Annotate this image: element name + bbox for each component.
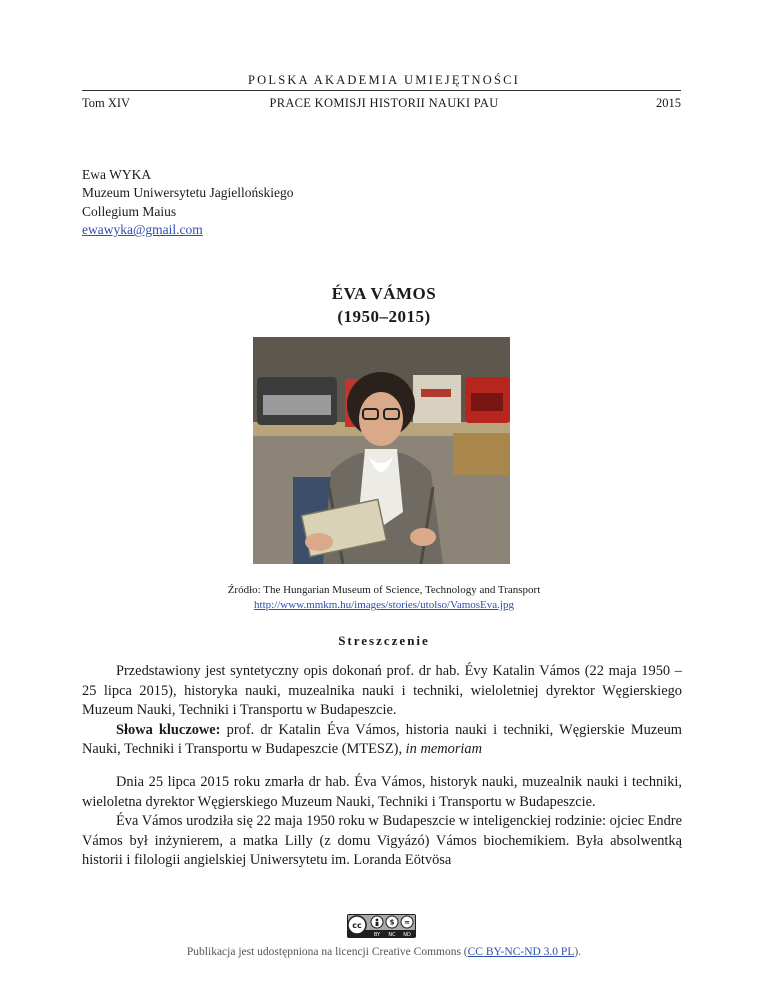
article-title (0, 282, 768, 328)
creative-commons-badge (347, 914, 416, 938)
photo-caption (0, 583, 768, 613)
caption-source: Źródło: The Hungarian Museum of Science, Technology and Transport (227, 584, 541, 596)
portrait-photo (253, 337, 510, 564)
keywords-label: Słowa kluczowe: (116, 721, 221, 738)
author-affiliation: Muzeum Uniwersytetu Jagiellońskiego (82, 185, 294, 201)
title-name: ÉVA VÁMOS (331, 284, 437, 303)
keywords-italic: in memoriam (405, 741, 483, 758)
cc-badge-label: cc (352, 921, 362, 930)
cc-badge-nd: ND (403, 932, 411, 938)
author-block (82, 166, 293, 240)
abstract-section (82, 662, 682, 760)
series-title: PRACE KOMISJI HISTORII NAUKI PAU (269, 96, 499, 110)
author-affiliation-unit: Collegium Maius (82, 203, 177, 219)
cc-badge-by: BY (373, 932, 381, 938)
title-dates: (1950–2015) (337, 307, 431, 326)
cc-badge-nc: NC (388, 932, 396, 938)
license-prefix: Publikacja jest udostępniona na licencji Creative Commons ( (186, 946, 468, 958)
keywords-paragraph (82, 721, 682, 760)
body-paragraph-1: Dnia 25 lipca 2015 roku zmarła dr hab. Éva Vámos, historyk nauki, muzealnik nauki i techniki, wieloletna dyrektor Węgierskiego Muzeum Nauki, Techniki i Transportu w Budapeszcie. (82, 774, 682, 810)
body-text (82, 773, 682, 871)
license-link[interactable]: CC BY-NC-ND 3.0 PL (467, 946, 575, 958)
year-label: 2015 (656, 96, 681, 110)
caption-url-link[interactable]: http://www.mmkm.hu/images/stories/utolso/VamosEva.jpg (254, 599, 514, 611)
volume-label: Tom XIV (82, 96, 131, 110)
abstract-heading: Streszczenie (338, 633, 430, 648)
academy-name: POLSKA AKADEMIA UMIEJĘTNOŚCI (247, 73, 521, 87)
svg-text:=: = (404, 918, 410, 927)
license-footer (0, 946, 768, 958)
header-rule (82, 90, 681, 91)
abstract-text: Przedstawiony jest syntetyczny opis dokonań prof. dr hab. Évy Katalin Vámos (22 maja 1950 – 25 lipca 2015), historyka nauki, muzealnika nauki i techniki, wieloletniej dyrektor Węgierskiego Muzeum Nauki, Techniki i Transportu w Budapeszcie. (82, 663, 682, 719)
author-name: Ewa WYKA (82, 167, 152, 182)
keywords-text: prof. dr Katalin Éva Vámos, historia nauki i techniki, Węgierskie Muzeum Nauki, Techniki i Transportu w Budapeszcie (MTESZ), (82, 721, 682, 758)
author-email-link[interactable]: ewawyka@gmail.com (82, 222, 203, 238)
license-suffix: ). (574, 946, 582, 958)
body-paragraph-2: Éva Vámos urodziła się 22 maja 1950 roku w Budapeszcie w inteligenckiej rodzinie: ojciec Endre Vámos był inżynierem, a matka Lilly (z domu Vigyázó) Vámos biochemikiem. Była absolwentką historii i filologii angielskiej Uniwersytetu im. Loranda Eötvösa (82, 813, 682, 869)
svg-text:$: $ (389, 918, 395, 927)
